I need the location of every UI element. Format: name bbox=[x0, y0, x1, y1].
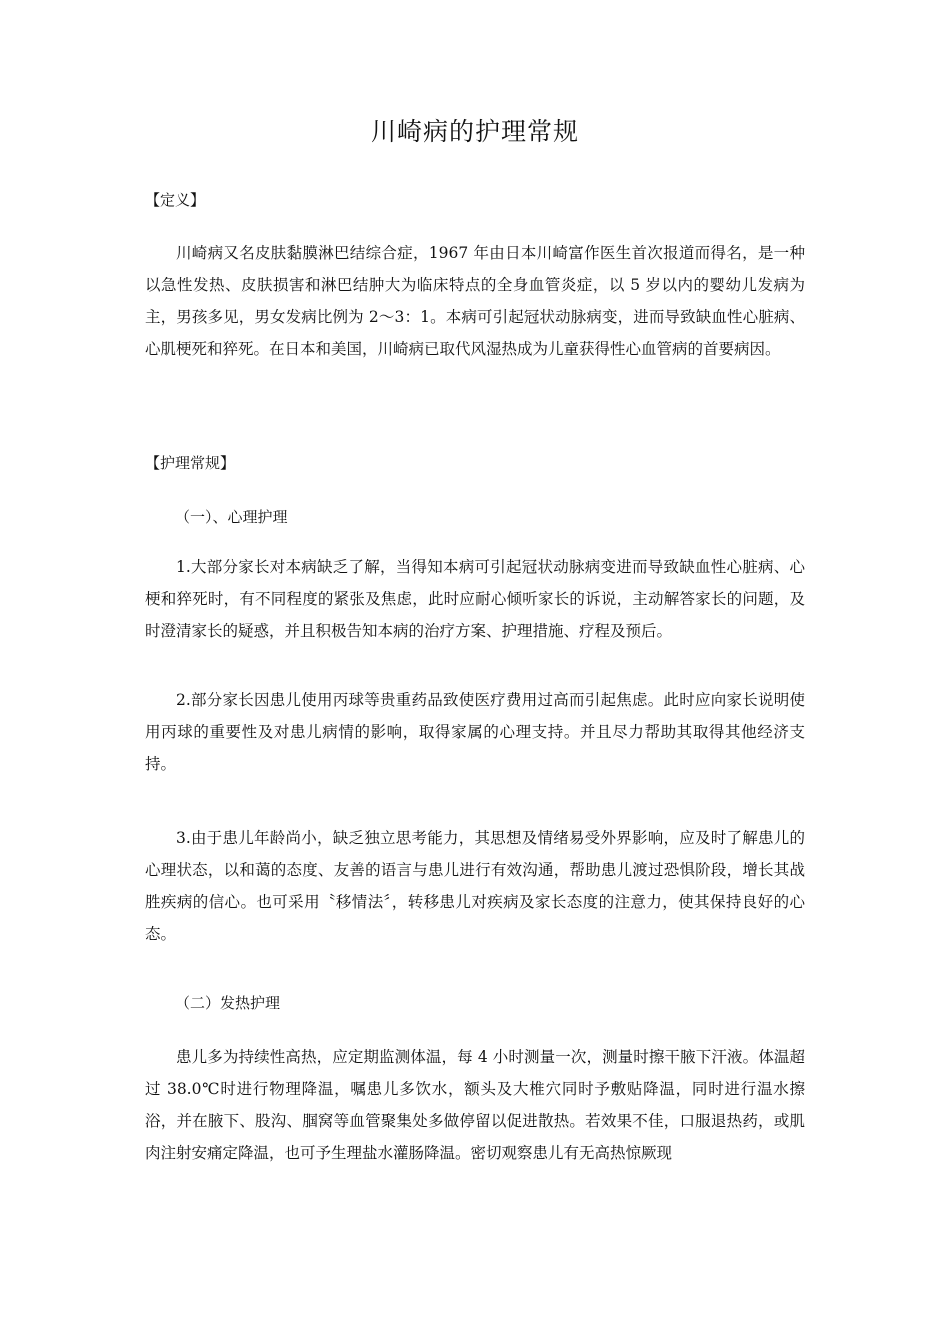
fever-paragraph: 患儿多为持续性高热，应定期监测体温，每 4 小时测量一次，测量时擦干腋下汗液。体温超过 38.0℃时进行物理降温，嘱患儿多饮水，额头及大椎穴同时予敷贴降温，同时进行温水擦浴，并在腋下、股沟、腘窝等血管聚集处多做停留以促进散热。若效果不佳，口服退热药，或肌肉注射安痛定降温，也可予生理盐水灌肠降温。密切观察患儿有无高热惊厥现 bbox=[145, 1048, 805, 1162]
subsection-heading-psychological: （一）、心理护理 bbox=[175, 508, 288, 526]
psychological-item-1: 1.大部分家长对本病缺乏了解，当得知本病可引起冠状动脉病变进而导致缺血性心脏病、心梗和猝死时，有不同程度的紧张及焦虑，此时应耐心倾听家长的诉说，主动解答家长的问题，及时澄清家长的疑惑，并且积极告知本病的治疗方案、护理措施、疗程及预后。 bbox=[145, 558, 805, 640]
definition-paragraph: 川崎病又名皮肤黏膜淋巴结综合症，1967 年由日本川崎富作医生首次报道而得名，是一种以急性发热、皮肤损害和淋巴结肿大为临床特点的全身血管炎症，以 5 岁以内的婴幼儿发病为主，男孩多见，男女发病比例为 2～3：1。本病可引起冠状动脉病变，进而导致缺血性心脏病、心肌梗死和猝死。在日本和美国，川崎病已取代风湿热成为儿童获得性心血管病的首要病因。 bbox=[145, 244, 805, 358]
section-heading-nursing: 【护理常规】 bbox=[145, 454, 236, 472]
subsection-heading-fever: （二）发热护理 bbox=[175, 994, 281, 1012]
psychological-item-3: 3.由于患儿年龄尚小，缺乏独立思考能力，其思想及情绪易受外界影响，应及时了解患儿的心理状态，以和蔼的态度、友善的语言与患儿进行有效沟通，帮助患儿渡过恐惧阶段，增长其战胜疾病的信心。也可采用〝移情法〞，转移患儿对疾病及家长态度的注意力，使其保持良好的心态。 bbox=[145, 829, 805, 943]
section-heading-definition: 【定义】 bbox=[145, 191, 206, 209]
psychological-item-2: 2.部分家长因患儿使用丙球等贵重药品致使医疗费用过高而引起焦虑。此时应向家长说明使用丙球的重要性及对患儿病情的影响，取得家属的心理支持。并且尽力帮助其取得其他经济支持。 bbox=[145, 691, 805, 773]
document-title: 川崎病的护理常规 bbox=[370, 117, 579, 146]
